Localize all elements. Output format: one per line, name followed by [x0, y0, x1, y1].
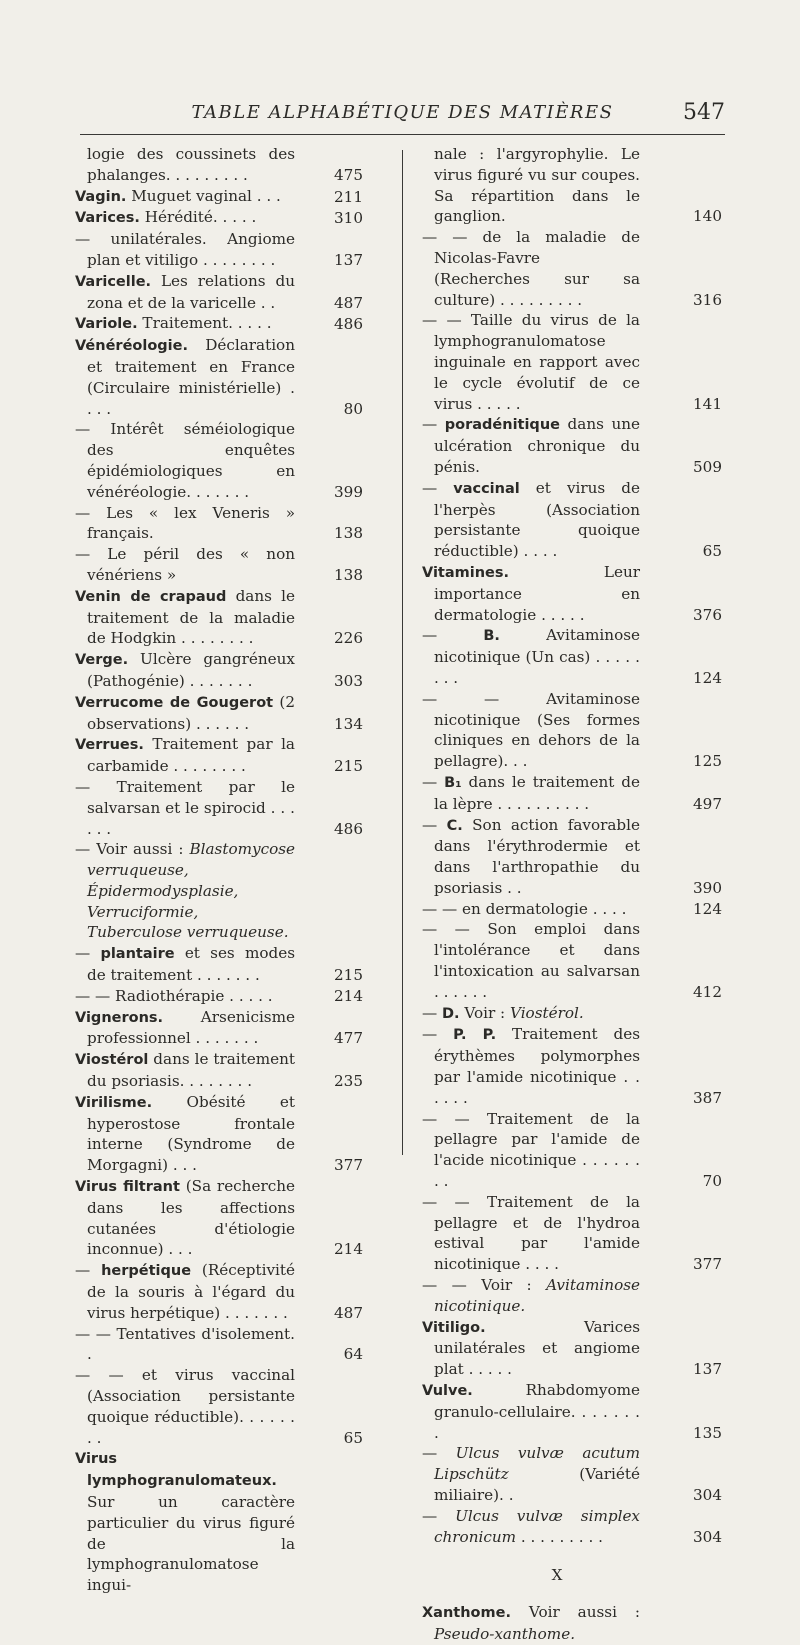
index-entry [422, 625, 722, 688]
entry-text: Sur un caractère particulier du virus figuré de la lymphogranulomatose ingui- [87, 1493, 295, 1595]
entry-page-number: 390 [693, 878, 722, 897]
entry-page-number: 486 [334, 315, 363, 334]
entry-page-number: 310 [334, 209, 363, 228]
index-entry [75, 271, 363, 314]
entry-headword: Vitiligo. [422, 1319, 486, 1336]
entry-headword: Virus filtrant [75, 1179, 180, 1196]
index-entry [422, 1443, 722, 1505]
entry-headword: Vulve. [422, 1383, 473, 1400]
entry-page-number: 377 [334, 1156, 363, 1175]
entry-text: dans le traitement de la maladie de Hodgkin . . . . . . . . [87, 586, 295, 648]
entry-text: logie des coussinets des phalanges. . . . . . . . . [87, 145, 295, 184]
entry-page-number: 477 [334, 1029, 363, 1048]
index-entry [75, 1007, 363, 1050]
entry-subheadword: vaccinal [453, 480, 520, 497]
column-divider [402, 150, 403, 1155]
entry-text: — [422, 478, 454, 497]
entry-italic-reference: Ulcus vulvæ simplex chronicum [434, 1506, 640, 1546]
entry-text: — — de la maladie de Nicolas-Favre (Recherches sur sa culture) . . . . . . . . . [422, 228, 640, 309]
entry-italic-reference: Blastomycose verruqueuse, Épidermodysplasie, Verruciformie, Tuberculose verruqueuse. [87, 840, 295, 942]
entry-headword: Viostérol [75, 1052, 149, 1069]
entry-subheadword: herpétique [101, 1263, 192, 1280]
index-entry [75, 1049, 363, 1092]
index-entry [422, 562, 722, 625]
entry-text: — [422, 772, 445, 791]
entry-text: et virus de l'herpès (Association persistante quoique réductible) . . . . [434, 478, 640, 561]
entry-headword: Vagin. [75, 188, 127, 205]
index-entry [75, 586, 363, 649]
index-entry [422, 1109, 722, 1192]
entry-headword: Virilisme. [75, 1094, 153, 1111]
entry-text: Muguet vaginal . . . [126, 186, 281, 205]
index-entry [75, 544, 363, 586]
entry-text: — Intérêt séméiologique des enquêtes épidémiologiques en vénéréologie. . . . . . . [75, 420, 295, 501]
entry-text: — [422, 415, 445, 434]
entry-headword: Vénéréologie. [75, 338, 188, 355]
entry-text: — [422, 1025, 454, 1044]
entry-text: Leur importance en dermatologie . . . . . [434, 562, 640, 624]
entry-text: Obésité et hyperostose frontale interne (Syndrome de Morgagni) . . . [87, 1092, 295, 1175]
entry-subheadword: P. P. [453, 1027, 497, 1044]
entry-text: (2 observations) . . . . . . [87, 692, 295, 733]
entry-text: (Réceptivité de la souris à l'égard du virus herpétique) . . . . . . . [87, 1261, 295, 1322]
index-entry [75, 186, 363, 208]
entry-headword: Verge. [75, 652, 129, 669]
entry-text: Déclaration et traitement en France (Circulaire ministérielle) . . . . [87, 336, 295, 418]
entry-page-number: 214 [334, 986, 363, 1005]
entry-text: Traitement des érythèmes polymorphes par l'amide nicotinique . . . . . . [434, 1025, 641, 1107]
entry-text: — [75, 1261, 102, 1280]
entry-page-number: 304 [693, 1527, 722, 1546]
entry-page-number: 316 [693, 290, 722, 309]
entry-text: — [422, 815, 447, 834]
page-number: 547 [683, 100, 725, 125]
entry-page-number: 138 [334, 524, 363, 543]
entry-page-number: 65 [343, 1428, 363, 1447]
entry-headword: Varices. [75, 210, 140, 227]
entry-page-number: 235 [334, 1072, 363, 1091]
entry-page-number: 215 [334, 966, 363, 985]
header-rule [80, 134, 725, 135]
entry-text: Arsenicisme professionnel . . . . . . . [87, 1007, 295, 1048]
running-title: TABLE ALPHABÉTIQUE DES MATIÈRES [191, 102, 614, 123]
entry-text: Varices unilatérales et angiome plat . . . . . [434, 1317, 640, 1379]
entry-page-number: 140 [693, 207, 722, 226]
entry-text: Ulcère gangréneux (Pathogénie) . . . . . . . [87, 650, 295, 690]
entry-headword: Xanthome. [422, 1605, 511, 1622]
entry-text: — [75, 944, 101, 963]
entry-text: Rhabdomyome granulo-cellulaire. . . . . . . . [434, 1381, 640, 1442]
entry-page-number: 137 [334, 250, 363, 269]
index-entry [422, 478, 722, 562]
index-entry [75, 777, 363, 839]
entry-italic-reference: Pseudo-xanthome. [434, 1624, 576, 1643]
entry-text: — Traitement par le salvarsan et le spirocid . . . . . . [75, 777, 295, 838]
entry-page-number: 64 [343, 1345, 363, 1364]
entry-subheadword: poradénitique [444, 417, 560, 434]
entry-page-number: 304 [693, 1486, 722, 1504]
left-column [75, 144, 363, 1596]
entry-page-number: 138 [334, 565, 363, 584]
index-entry [422, 310, 722, 414]
index-entry [422, 1192, 722, 1275]
entry-page-number: 124 [693, 899, 722, 918]
entry-text: — Le péril des « non vénériens » [75, 545, 295, 584]
index-entry [422, 689, 722, 772]
entry-subheadword: D. [442, 1005, 460, 1022]
entry-page-number: 509 [693, 457, 722, 476]
index-entry [422, 414, 722, 477]
entry-page-number: 475 [334, 165, 363, 184]
entry-text: Avitaminose nicotinique (Un cas) . . . . . . . . [434, 626, 640, 687]
entry-page-number: 137 [693, 1360, 722, 1379]
entry-text: . . . . . . . . . [516, 1527, 603, 1546]
entry-subheadword: B₁ [444, 774, 462, 791]
entry-text: — — et virus vaccinal (Association persistante quoique réductible). . . . . . . . [75, 1366, 295, 1447]
entry-page-number: 303 [334, 671, 363, 690]
entry-page-number: 134 [334, 714, 363, 733]
index-entry [75, 229, 363, 271]
entry-text: — — Voir : [422, 1276, 547, 1295]
index-entry [75, 692, 363, 735]
index-entry [75, 335, 363, 419]
index-entry [422, 1602, 692, 1645]
entry-page-number: 141 [693, 394, 722, 413]
entry-text: — [422, 1003, 443, 1022]
entry-page-number: 497 [693, 794, 722, 813]
entry-headword: Virus lymphogranulomateux. [75, 1451, 277, 1490]
entry-text: nale : l'argyrophylie. Le virus figuré vu sur coupes. Sa répartition dans le ganglion. [434, 145, 640, 226]
entry-text: Traitement par la carbamide . . . . . . . . [87, 735, 295, 776]
entry-text: — — Son emploi dans l'intolérance et dans l'intoxication au salvarsan . . . . . . [422, 920, 640, 1001]
entry-text: — — Taille du virus de la lymphogranulomatose inguinale en rapport avec le cycle évolutif de ce virus . . . . . [422, 311, 640, 413]
entry-page-number: 487 [334, 293, 363, 312]
index-entry [75, 144, 363, 186]
entry-text: — [422, 1444, 456, 1463]
entry-text: — — Tentatives d'isolement. . [75, 1324, 295, 1364]
entry-headword: Verrues. [75, 737, 144, 754]
entry-text: (Sa recherche dans les affections cutanées d'étiologie inconnue) . . . [87, 1177, 295, 1259]
section-letter: X [551, 1566, 563, 1585]
entry-page-number: 80 [343, 399, 363, 418]
right-column [422, 144, 722, 1645]
index-entry [422, 919, 722, 1002]
index-entry [422, 1024, 722, 1108]
entry-text: Traitement. . . . . [137, 314, 272, 333]
entry-page-number: 487 [334, 1303, 363, 1322]
entry-text: dans une ulcération chronique du pénis. [434, 415, 641, 476]
entry-text: — [422, 626, 484, 645]
index-entry [75, 839, 347, 943]
entry-text: Hérédité. . . . . [139, 208, 257, 227]
entry-page-number: 124 [693, 668, 722, 687]
entry-text: — — en dermatologie . . . . [422, 899, 627, 918]
entry-text: — — Traitement de la pellagre par l'amide de l'acide nicotinique . . . . . . . . [422, 1109, 640, 1191]
index-entry [75, 649, 363, 692]
index-entry [422, 1506, 722, 1548]
index-entry [422, 1380, 722, 1443]
entry-page-number: 214 [334, 1240, 363, 1259]
index-entry [75, 1176, 363, 1260]
entry-text: — — Traitement de la pellagre et de l'hydroa estival par l'amide nicotinique . . . . [422, 1192, 640, 1274]
entry-page-number: 486 [334, 819, 363, 838]
index-entry [422, 1317, 722, 1380]
entry-page-number: 215 [334, 757, 363, 776]
index-entry [422, 815, 722, 899]
entry-text: — Les « lex Veneris » français. [75, 503, 295, 543]
entry-text: — unilatérales. Angiome plan et vitiligo . . . . . . . . [75, 230, 295, 269]
page-header [80, 96, 725, 132]
index-entry [75, 943, 363, 986]
entry-text: et ses modes de traitement . . . . . . . [87, 944, 296, 985]
entry-text: (Variété miliaire). . [434, 1465, 640, 1504]
entry-italic-reference: Viostérol. [510, 1003, 584, 1022]
entry-text: Voir : [459, 1003, 510, 1022]
index-entry [422, 227, 722, 310]
index-entry [422, 772, 722, 815]
entry-page-number: 135 [693, 1423, 722, 1442]
entry-page-number: 125 [693, 752, 722, 771]
entry-subheadword: C. [446, 817, 463, 834]
entry-text: Son action favorable dans l'érythrodermie et dans l'arthropathie du psoriasis . . [434, 815, 641, 897]
index-entry [75, 1092, 363, 1176]
index-entry [75, 207, 363, 229]
index-entry [75, 1448, 347, 1596]
entry-page-number: 211 [334, 187, 363, 206]
entry-page-number: 70 [702, 1172, 722, 1191]
index-entry [422, 1275, 692, 1317]
entry-headword: Vitamines. [422, 564, 510, 581]
entry-page-number: 226 [334, 629, 363, 648]
entry-text: — Voir aussi : [75, 840, 190, 859]
entry-text: dans le traitement du psoriasis. . . . . . . . [87, 1050, 295, 1091]
entry-page-number: 376 [693, 605, 722, 624]
entry-text: Les relations du zona et de la varicelle . . [87, 271, 295, 312]
entry-page-number: 65 [702, 542, 722, 561]
entry-page-number: 377 [693, 1255, 722, 1274]
entry-page-number: 387 [693, 1088, 722, 1107]
index-entry [75, 734, 363, 777]
index-entry [75, 313, 363, 335]
entry-page-number: 399 [334, 482, 363, 501]
entry-text: — — Avitaminose nicotinique (Ses formes cliniques en dehors de la pellagre). . . [422, 689, 640, 771]
index-entry [75, 1260, 363, 1323]
entry-subheadword: plantaire [100, 946, 175, 963]
index-entry [75, 1365, 363, 1448]
index-entry [75, 1324, 363, 1366]
index-entry [422, 144, 722, 227]
entry-text: — — Radiothérapie . . . . . [75, 986, 273, 1005]
entry-headword: Verrucome de Gougerot [75, 694, 274, 711]
entry-italic-reference: Ulcus vulvæ acutum Lipschütz [434, 1444, 640, 1484]
entry-subheadword: B. [483, 628, 500, 645]
entry-text: dans le traitement de la lèpre . . . . . . . . . . [434, 772, 641, 813]
entry-text: — [422, 1506, 456, 1525]
index-entry [422, 1003, 692, 1025]
index-entry [422, 899, 722, 920]
index-entry [75, 503, 363, 545]
entry-headword: Venin de crapaud [75, 588, 227, 605]
entry-page-number: 412 [693, 982, 722, 1001]
entry-headword: Vignerons. [75, 1009, 164, 1026]
index-entry [75, 986, 363, 1007]
entry-text: Voir aussi : [510, 1603, 640, 1622]
entry-headword: Varicelle. [75, 273, 152, 290]
index-entry [75, 419, 363, 502]
entry-italic-reference: Avitaminose nicotinique. [434, 1276, 640, 1315]
entry-headword: Variole. [75, 316, 138, 333]
